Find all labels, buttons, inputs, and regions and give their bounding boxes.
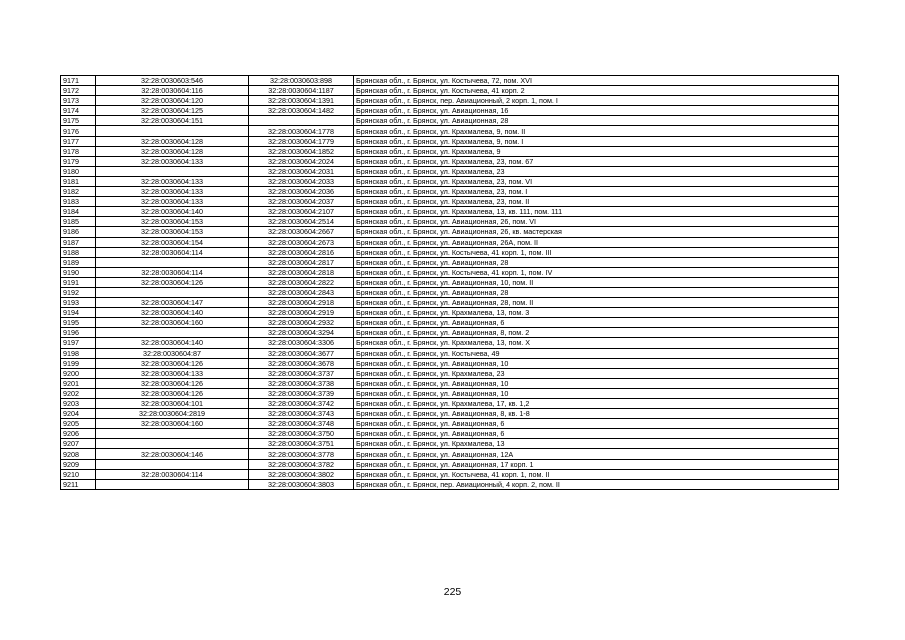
cadastral-object-number: 32:28:0030604:3738: [249, 378, 354, 388]
cadastral-parcel-number: 32:28:0030604:126: [96, 358, 249, 368]
row-number: 9201: [61, 378, 96, 388]
cadastral-object-number: 32:28:0030604:1778: [249, 126, 354, 136]
row-number: 9173: [61, 96, 96, 106]
table-row: [61, 136, 839, 146]
table-row: [61, 227, 839, 237]
cadastral-parcel-number: 32:28:0030604:116: [96, 86, 249, 96]
address-cell: Брянская обл., г. Брянск, ул. Крахмалева, 23, пом. 67: [354, 156, 839, 166]
row-number: 9181: [61, 176, 96, 186]
table-row: [61, 399, 839, 409]
row-number: 9188: [61, 247, 96, 257]
cadastral-object-number: [249, 116, 354, 126]
cadastral-object-number: 32:28:0030604:2673: [249, 237, 354, 247]
cadastral-object-number: 32:28:0030604:2822: [249, 277, 354, 287]
row-number: 9205: [61, 419, 96, 429]
row-number: 9197: [61, 338, 96, 348]
table-row: [61, 257, 839, 267]
table-row: [61, 388, 839, 398]
cadastral-parcel-number: 32:28:0030604:128: [96, 136, 249, 146]
table-row: [61, 187, 839, 197]
table-row: [61, 409, 839, 419]
cadastral-object-number: 32:28:0030604:2514: [249, 217, 354, 227]
table-row: [61, 126, 839, 136]
address-cell: Брянская обл., г. Брянск, ул. Костычева, 41 корп. 2: [354, 86, 839, 96]
address-cell: Брянская обл., г. Брянск, ул. Авиационная, 10: [354, 378, 839, 388]
cadastral-object-number: 32:28:0030604:3742: [249, 399, 354, 409]
cadastral-parcel-number: [96, 429, 249, 439]
cadastral-parcel-number: 32:28:0030604:133: [96, 156, 249, 166]
cadastral-parcel-number: 32:28:0030604:87: [96, 348, 249, 358]
cadastral-object-number: 32:28:0030604:2024: [249, 156, 354, 166]
table-row: [61, 116, 839, 126]
cadastral-parcel-number: 32:28:0030604:133: [96, 368, 249, 378]
table-row: [61, 368, 839, 378]
address-cell: Брянская обл., г. Брянск, ул. Костычева, 41 корп. 1, пом. II: [354, 469, 839, 479]
cadastral-parcel-number: 32:28:0030604:2819: [96, 409, 249, 419]
address-cell: Брянская обл., г. Брянск, ул. Авиационная, 6: [354, 318, 839, 328]
table-row: [61, 429, 839, 439]
cadastral-parcel-number: [96, 287, 249, 297]
cadastral-object-number: 32:28:0030604:2918: [249, 298, 354, 308]
cadastral-object-number: 32:28:0030604:3306: [249, 338, 354, 348]
cadastral-parcel-number: 32:28:0030604:160: [96, 419, 249, 429]
cadastral-object-number: 32:28:0030604:2031: [249, 166, 354, 176]
row-number: 9192: [61, 287, 96, 297]
cadastral-parcel-number: [96, 126, 249, 136]
table-row: [61, 459, 839, 469]
table-row: [61, 207, 839, 217]
table-row: [61, 197, 839, 207]
table-row: [61, 419, 839, 429]
address-cell: Брянская обл., г. Брянск, ул. Авиационная, 26, кв. мастерская: [354, 227, 839, 237]
table-row: [61, 106, 839, 116]
table-row: [61, 86, 839, 96]
cadastral-parcel-number: 32:28:0030604:133: [96, 176, 249, 186]
address-cell: Брянская обл., г. Брянск, ул. Костычева, 72, пом. XVI: [354, 76, 839, 86]
cadastral-object-number: 32:28:0030604:1852: [249, 146, 354, 156]
row-number: 9178: [61, 146, 96, 156]
address-cell: Брянская обл., г. Брянск, ул. Авиационная, 10, пом. II: [354, 277, 839, 287]
table-row: [61, 338, 839, 348]
cadastral-object-number: 32:28:0030604:3678: [249, 358, 354, 368]
address-cell: Брянская обл., г. Брянск, ул. Костычева, 41 корп. 1, пом. III: [354, 247, 839, 257]
row-number: 9183: [61, 197, 96, 207]
address-cell: Брянская обл., г. Брянск, ул. Крахмалева, 13, пом. 3: [354, 308, 839, 318]
row-number: 9199: [61, 358, 96, 368]
cadastral-parcel-number: 32:28:0030604:154: [96, 237, 249, 247]
table-row: [61, 247, 839, 257]
row-number: 9206: [61, 429, 96, 439]
row-number: 9177: [61, 136, 96, 146]
address-cell: Брянская обл., г. Брянск, ул. Авиационная, 17 корп. 1: [354, 459, 839, 469]
row-number: 9203: [61, 399, 96, 409]
table-row: [61, 76, 839, 86]
row-number: 9172: [61, 86, 96, 96]
table-row: [61, 166, 839, 176]
cadastral-parcel-number: 32:28:0030603:546: [96, 76, 249, 86]
row-number: 9180: [61, 166, 96, 176]
table-row: [61, 378, 839, 388]
address-cell: Брянская обл., г. Брянск, ул. Авиационная, 26А, пом. II: [354, 237, 839, 247]
cadastral-object-number: 32:28:0030604:2816: [249, 247, 354, 257]
cadastral-object-number: 32:28:0030604:2033: [249, 176, 354, 186]
address-cell: Брянская обл., г. Брянск, ул. Авиационная, 28: [354, 257, 839, 267]
address-cell: Брянская обл., г. Брянск, ул. Костычева, 41 корп. 1, пом. IV: [354, 267, 839, 277]
cadastral-parcel-number: 32:28:0030604:140: [96, 308, 249, 318]
table-row: [61, 267, 839, 277]
cadastral-parcel-number: 32:28:0030604:160: [96, 318, 249, 328]
address-cell: Брянская обл., г. Брянск, ул. Крахмалева, 9, пом. II: [354, 126, 839, 136]
row-number: 9194: [61, 308, 96, 318]
cadastral-parcel-number: [96, 257, 249, 267]
row-number: 9184: [61, 207, 96, 217]
address-cell: Брянская обл., г. Брянск, ул. Крахмалева, 9: [354, 146, 839, 156]
address-cell: Брянская обл., г. Брянск, ул. Крахмалева, 23: [354, 368, 839, 378]
cadastral-object-number: 32:28:0030604:1187: [249, 86, 354, 96]
address-cell: Брянская обл., г. Брянск, пер. Авиационный, 4 корп. 2, пом. II: [354, 479, 839, 489]
row-number: 9195: [61, 318, 96, 328]
address-cell: Брянская обл., г. Брянск, ул. Авиационная, 28: [354, 287, 839, 297]
address-cell: Брянская обл., г. Брянск, ул. Авиационная, 10: [354, 358, 839, 368]
cadastral-parcel-number: [96, 459, 249, 469]
cadastral-parcel-number: 32:28:0030604:147: [96, 298, 249, 308]
address-cell: Брянская обл., г. Брянск, ул. Крахмалева, 13: [354, 439, 839, 449]
table-row: [61, 237, 839, 247]
cadastral-object-number: 32:28:0030604:3782: [249, 459, 354, 469]
address-cell: Брянская обл., г. Брянск, ул. Авиационная, 12А: [354, 449, 839, 459]
cadastral-parcel-number: 32:28:0030604:153: [96, 227, 249, 237]
row-number: 9208: [61, 449, 96, 459]
cadastral-object-number: 32:28:0030604:3739: [249, 388, 354, 398]
cadastral-object-number: 32:28:0030604:2932: [249, 318, 354, 328]
cadastral-parcel-number: [96, 166, 249, 176]
address-cell: Брянская обл., г. Брянск, ул. Авиационная, 6: [354, 419, 839, 429]
table-row: [61, 348, 839, 358]
address-cell: Брянская обл., г. Брянск, ул. Авиационная, 26, пом. VI: [354, 217, 839, 227]
cadastral-parcel-number: 32:28:0030604:140: [96, 338, 249, 348]
address-cell: Брянская обл., г. Брянск, ул. Авиационная, 6: [354, 429, 839, 439]
row-number: 9207: [61, 439, 96, 449]
cadastral-object-number: 32:28:0030603:898: [249, 76, 354, 86]
cadastral-object-number: 32:28:0030604:3737: [249, 368, 354, 378]
table-row: [61, 318, 839, 328]
cadastral-parcel-number: 32:28:0030604:153: [96, 217, 249, 227]
cadastral-parcel-number: 32:28:0030604:120: [96, 96, 249, 106]
table-row: [61, 469, 839, 479]
table-row: [61, 277, 839, 287]
cadastral-object-number: 32:28:0030604:1482: [249, 106, 354, 116]
page-number: 225: [443, 586, 462, 598]
cadastral-object-number: 32:28:0030604:3677: [249, 348, 354, 358]
table-row: [61, 176, 839, 186]
table-row: [61, 439, 839, 449]
cadastral-parcel-number: 32:28:0030604:140: [96, 207, 249, 217]
cadastral-object-number: 32:28:0030604:3751: [249, 439, 354, 449]
cadastral-object-number: 32:28:0030604:2667: [249, 227, 354, 237]
cadastral-object-number: 32:28:0030604:3743: [249, 409, 354, 419]
cadastral-parcel-number: 32:28:0030604:101: [96, 399, 249, 409]
row-number: 9182: [61, 187, 96, 197]
cadastral-object-number: 32:28:0030604:2818: [249, 267, 354, 277]
address-cell: Брянская обл., г. Брянск, ул. Крахмалева, 23: [354, 166, 839, 176]
table-row: [61, 328, 839, 338]
cadastral-parcel-number: 32:28:0030604:151: [96, 116, 249, 126]
row-number: 9211: [61, 479, 96, 489]
cadastral-parcel-number: 32:28:0030604:114: [96, 469, 249, 479]
cadastral-object-number: 32:28:0030604:1779: [249, 136, 354, 146]
cadastral-object-number: 32:28:0030604:3803: [249, 479, 354, 489]
address-cell: Брянская обл., г. Брянск, ул. Крахмалева, 13, кв. 111, пом. 111: [354, 207, 839, 217]
cadastral-parcel-number: 32:28:0030604:128: [96, 146, 249, 156]
cadastral-table: [60, 75, 839, 490]
address-cell: Брянская обл., г. Брянск, ул. Авиационная, 8, кв. 1-8: [354, 409, 839, 419]
table-row: [61, 358, 839, 368]
address-cell: Брянская обл., г. Брянск, ул. Крахмалева, 23, пом. VI: [354, 176, 839, 186]
cadastral-object-number: 32:28:0030604:2036: [249, 187, 354, 197]
row-number: 9179: [61, 156, 96, 166]
cadastral-object-number: 32:28:0030604:1391: [249, 96, 354, 106]
table-row: [61, 217, 839, 227]
address-cell: Брянская обл., г. Брянск, ул. Крахмалева, 9, пом. I: [354, 136, 839, 146]
row-number: 9210: [61, 469, 96, 479]
cadastral-parcel-number: 32:28:0030604:126: [96, 277, 249, 287]
row-number: 9186: [61, 227, 96, 237]
cadastral-object-number: 32:28:0030604:3802: [249, 469, 354, 479]
cadastral-object-number: 32:28:0030604:2107: [249, 207, 354, 217]
row-number: 9187: [61, 237, 96, 247]
table-row: [61, 449, 839, 459]
address-cell: Брянская обл., г. Брянск, ул. Авиационная, 8, пом. 2: [354, 328, 839, 338]
address-cell: Брянская обл., г. Брянск, ул. Авиационная, 28: [354, 116, 839, 126]
row-number: 9198: [61, 348, 96, 358]
table-row: [61, 96, 839, 106]
row-number: 9190: [61, 267, 96, 277]
table-row: [61, 479, 839, 489]
address-cell: Брянская обл., г. Брянск, ул. Крахмалева, 23, пом. II: [354, 197, 839, 207]
table-row: [61, 298, 839, 308]
cadastral-object-number: 32:28:0030604:2919: [249, 308, 354, 318]
cadastral-object-number: 32:28:0030604:3748: [249, 419, 354, 429]
table-row: [61, 156, 839, 166]
cadastral-object-number: 32:28:0030604:2843: [249, 287, 354, 297]
cadastral-parcel-number: 32:28:0030604:125: [96, 106, 249, 116]
cadastral-parcel-number: [96, 439, 249, 449]
table-row: [61, 308, 839, 318]
row-number: 9193: [61, 298, 96, 308]
cadastral-parcel-number: 32:28:0030604:126: [96, 378, 249, 388]
address-cell: Брянская обл., г. Брянск, ул. Костычева, 49: [354, 348, 839, 358]
row-number: 9171: [61, 76, 96, 86]
cadastral-parcel-number: 32:28:0030604:133: [96, 197, 249, 207]
cadastral-parcel-number: 32:28:0030604:114: [96, 247, 249, 257]
row-number: 9191: [61, 277, 96, 287]
row-number: 9189: [61, 257, 96, 267]
row-number: 9209: [61, 459, 96, 469]
cadastral-object-number: 32:28:0030604:3750: [249, 429, 354, 439]
row-number: 9176: [61, 126, 96, 136]
cadastral-parcel-number: 32:28:0030604:114: [96, 267, 249, 277]
cadastral-parcel-number: 32:28:0030604:146: [96, 449, 249, 459]
row-number: 9200: [61, 368, 96, 378]
address-cell: Брянская обл., г. Брянск, ул. Авиационная, 10: [354, 388, 839, 398]
cadastral-object-number: 32:28:0030604:3294: [249, 328, 354, 338]
cadastral-parcel-number: [96, 328, 249, 338]
cadastral-parcel-number: [96, 479, 249, 489]
row-number: 9202: [61, 388, 96, 398]
cadastral-object-number: 32:28:0030604:2817: [249, 257, 354, 267]
cadastral-object-number: 32:28:0030604:2037: [249, 197, 354, 207]
cadastral-object-number: 32:28:0030604:3778: [249, 449, 354, 459]
address-cell: Брянская обл., г. Брянск, ул. Крахмалева, 23, пом. I: [354, 187, 839, 197]
cadastral-parcel-number: 32:28:0030604:133: [96, 187, 249, 197]
row-number: 9196: [61, 328, 96, 338]
row-number: 9174: [61, 106, 96, 116]
address-cell: Брянская обл., г. Брянск, ул. Крахмалева, 17, кв. 1,2: [354, 399, 839, 409]
address-cell: Брянская обл., г. Брянск, пер. Авиационный, 2 корп. 1, пом. I: [354, 96, 839, 106]
cadastral-parcel-number: 32:28:0030604:126: [96, 388, 249, 398]
table-row: [61, 287, 839, 297]
address-cell: Брянская обл., г. Брянск, ул. Крахмалева, 13, пом. X: [354, 338, 839, 348]
row-number: 9204: [61, 409, 96, 419]
row-number: 9185: [61, 217, 96, 227]
address-cell: Брянская обл., г. Брянск, ул. Авиационная, 16: [354, 106, 839, 116]
address-cell: Брянская обл., г. Брянск, ул. Авиационная, 28, пом. II: [354, 298, 839, 308]
row-number: 9175: [61, 116, 96, 126]
table-row: [61, 146, 839, 156]
table-body: [61, 76, 839, 490]
